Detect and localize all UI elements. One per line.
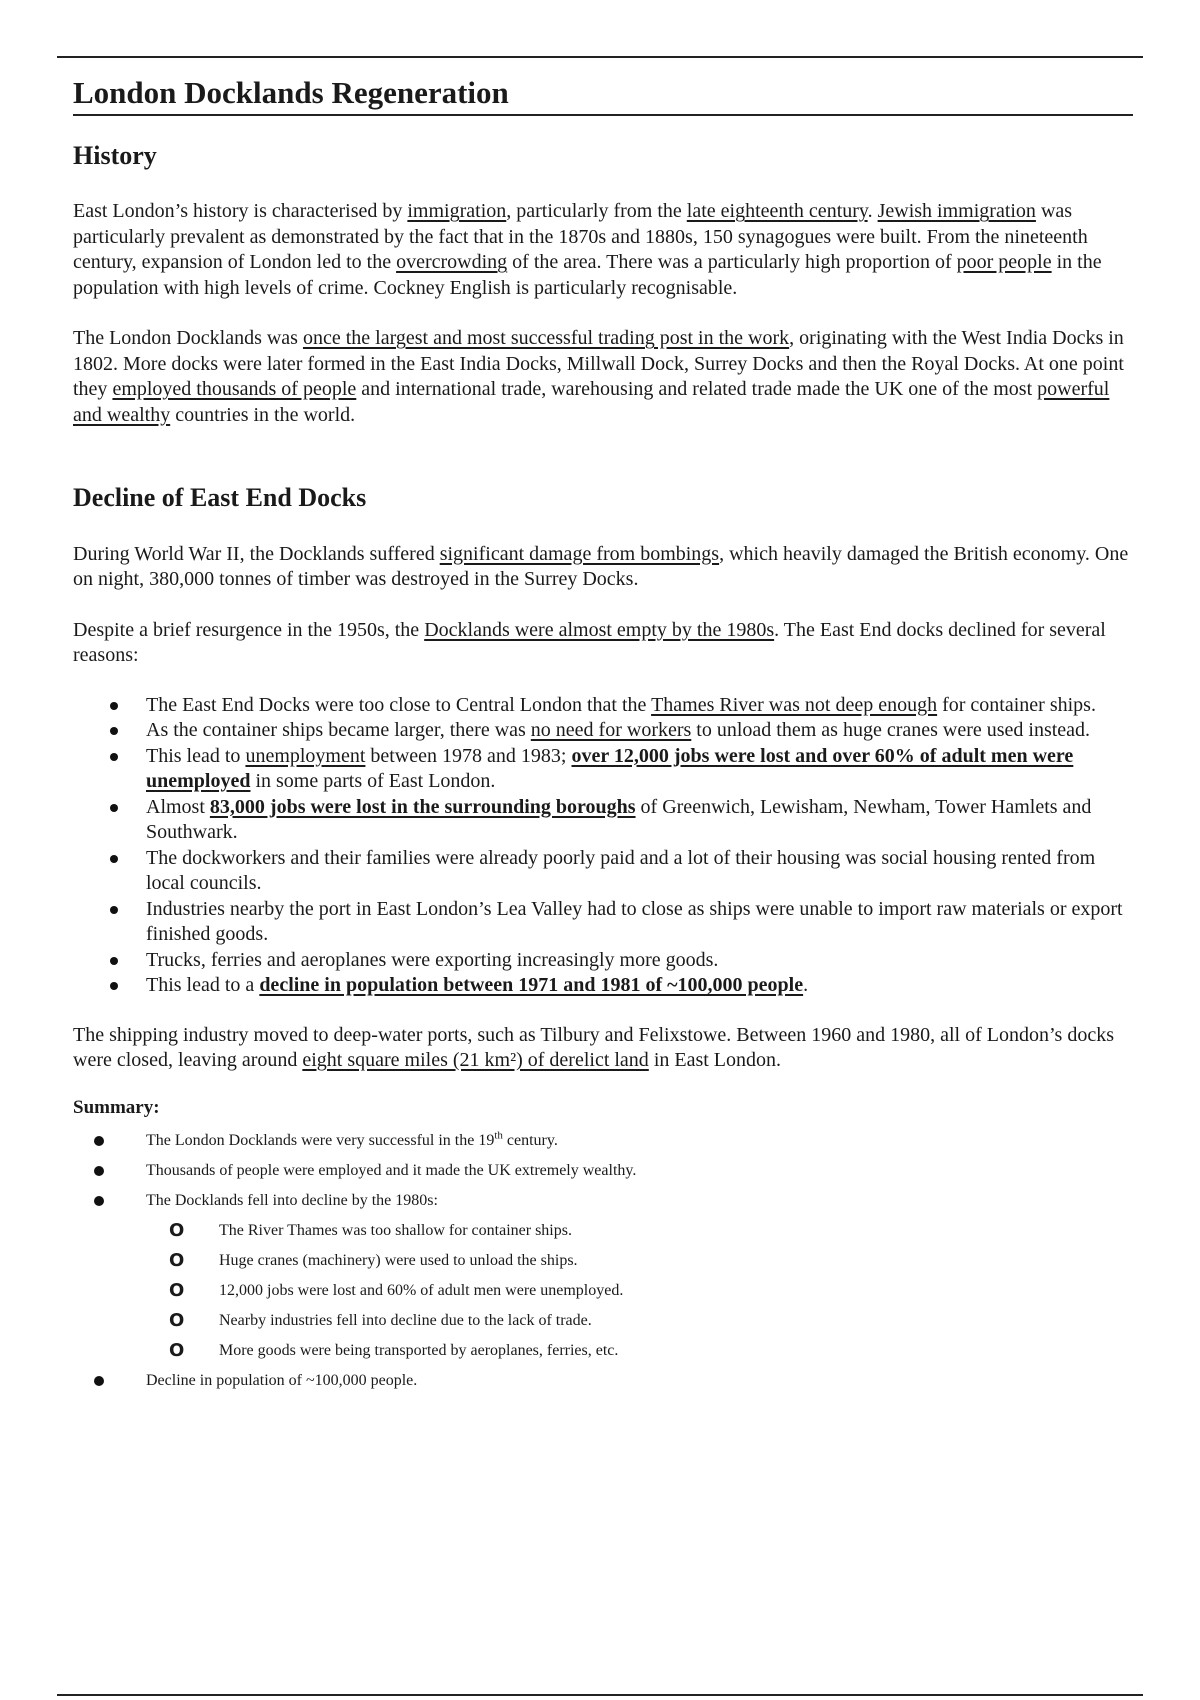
circle-bullet-icon: O xyxy=(169,1219,185,1241)
list-item: Decline in population of ~100,000 people. xyxy=(73,1366,1133,1396)
sublist-item: O Nearby industries fell into decline due to the lack of trade. xyxy=(146,1306,1133,1336)
list-item: As the container ships became larger, there was no need for workers to unload them as huge cranes were used instead. xyxy=(73,718,1133,744)
list-item: Almost 83,000 jobs were lost in the surrounding boroughs of Greenwich, Lewisham, Newham, Tower Hamlets and Southwark. xyxy=(73,795,1133,846)
bottom-rule xyxy=(57,1694,1143,1696)
circle-bullet-icon: O xyxy=(169,1279,185,1301)
list-item: The dockworkers and their families were already poorly paid and a lot of their housing was social housing rented from local councils. xyxy=(73,846,1133,897)
decline-paragraph-3: The shipping industry moved to deep-water ports, such as Tilbury and Felixstowe. Between 1960 and 1980, all of London’s docks were closed, leaving around eight square miles (21 km²) of derelict land in East London. xyxy=(73,1023,1114,1072)
sublist-item: O The River Thames was too shallow for container ships. xyxy=(146,1216,1133,1246)
list-item: This lead to unemployment between 1978 and 1983; over 12,000 jobs were lost and over 60% of adult men were unemployed in some parts of East London. xyxy=(73,744,1133,795)
list-item: Industries nearby the port in East London’s Lea Valley had to close as ships were unable to import raw materials or export finished goods. xyxy=(73,897,1133,948)
summary-list xyxy=(73,1126,1133,1396)
list-item: This lead to a decline in population between 1971 and 1981 of ~100,000 people. xyxy=(73,973,1133,999)
document-title: London Docklands Regeneration xyxy=(73,70,1133,116)
decline-reasons-list xyxy=(73,693,1133,999)
list-item: The East End Docks were too close to Central London that the Thames River was not deep enough for container ships. xyxy=(73,693,1133,719)
list-item: The Docklands fell into decline by the 1980s: O The River Thames was too shallow for container ships. O Huge cranes (machinery) were used to unload the ships. O 12,000 jobs were lost and 60% of adult men were unemployed. O Nearby industries fell into decline due to the lack of trade. O More goods were being transported by aeroplanes, ferries, etc. xyxy=(73,1186,1133,1366)
history-heading: History xyxy=(73,141,157,171)
circle-bullet-icon: O xyxy=(169,1249,185,1271)
decline-paragraph-2: Despite a brief resurgence in the 1950s, the Docklands were almost empty by the 1980s. The East End docks declined for several reasons: xyxy=(73,618,1106,667)
summary-sublist xyxy=(146,1216,1133,1366)
history-paragraph-2: The London Docklands was once the largest and most successful trading post in the work, originating with the West India Docks in 1802. More docks were later formed in the East India Docks, Millwall Dock, Surrey Docks and then the Royal Docks. At one point they employed thousands of people and international trade, warehousing and related trade made the UK one of the most powerful and wealthy countries in the world. xyxy=(73,327,1124,426)
top-rule xyxy=(57,56,1143,58)
document-content xyxy=(73,70,1133,1396)
sublist-item: O Huge cranes (machinery) were used to unload the ships. xyxy=(146,1246,1133,1276)
sublist-item: O 12,000 jobs were lost and 60% of adult men were unemployed. xyxy=(146,1276,1133,1306)
circle-bullet-icon: O xyxy=(169,1309,185,1331)
sublist-item: O More goods were being transported by aeroplanes, ferries, etc. xyxy=(146,1336,1133,1366)
list-item: Trucks, ferries and aeroplanes were exporting increasingly more goods. xyxy=(73,948,1133,974)
list-item: The London Docklands were very successful in the 19th century. xyxy=(73,1126,1133,1156)
history-paragraph-1: East London’s history is characterised by immigration, particularly from the late eighteenth century. Jewish immigration was particularly prevalent as demonstrated by the fact that in the 1870s and 1880s, 150 synagogues were built. From the nineteenth century, expansion of London led to the overcrowding of the area. There was a particularly high proportion of poor people in the population with high levels of crime. Cockney English is particularly recognisable. xyxy=(73,200,1102,299)
circle-bullet-icon: O xyxy=(169,1339,185,1361)
summary-title: Summary: xyxy=(73,1096,160,1118)
list-item: Thousands of people were employed and it made the UK extremely wealthy. xyxy=(73,1156,1133,1186)
decline-heading: Decline of East End Docks xyxy=(73,483,367,513)
decline-paragraph-1: During World War II, the Docklands suffered significant damage from bombings, which heavily damaged the British economy. One on night, 380,000 tonnes of timber was destroyed in the Surrey Docks. xyxy=(73,542,1129,591)
